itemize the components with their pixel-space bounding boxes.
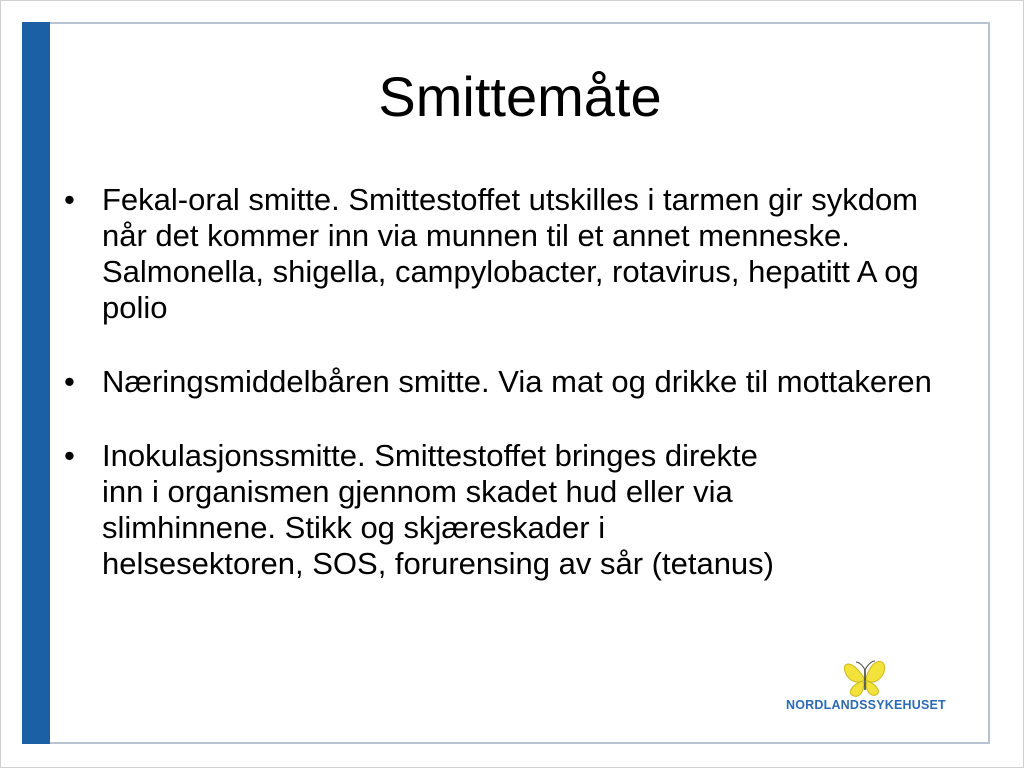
bullet-item [60, 438, 970, 582]
bullet-text: Fekal-oral smitte. Smittestoffet utskilles i tarmen gir sykdom når det kommer inn via munnen til et annet menneske. Salmonella, shigella, campylobacter, rotavirus, hepatitt A og polio [102, 182, 919, 325]
bullet-icon: • [64, 438, 75, 473]
bullet-icon: • [64, 182, 75, 217]
bullet-item [60, 182, 970, 326]
bullet-item [60, 364, 970, 400]
slide-title: Smittemåte [378, 65, 662, 128]
bullet-text: Næringsmiddelbåren smitte. Via mat og drikke til mottakeren [102, 364, 932, 399]
bullet-text: Inokulasjonssmitte. Smittestoffet bringes direkte inn i organismen gjennom skadet hud eller via slimhinnene. Stikk og skjæreskader i helsesektoren, SOS, forurensing av sår (tetanus) [102, 438, 774, 581]
butterfly-icon [844, 661, 884, 696]
bullet-list [60, 182, 970, 620]
accent-bar [22, 22, 50, 744]
logo-text: NORDLANDSSYKEHUSET [786, 698, 946, 712]
bullet-icon: • [64, 364, 75, 399]
